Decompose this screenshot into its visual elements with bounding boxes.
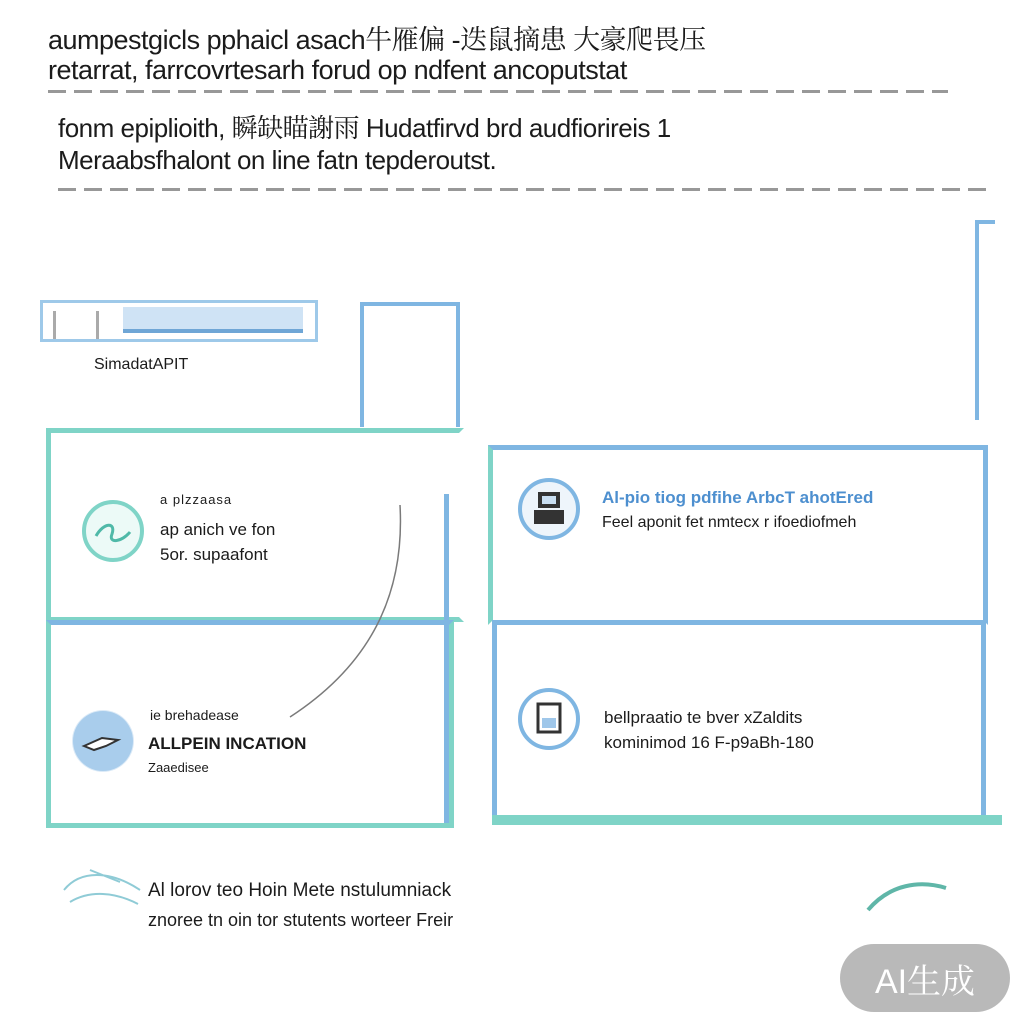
footer-line-1: Al lorov teo Hoin Mete nstulumniack — [148, 880, 452, 901]
bird-icon — [72, 710, 134, 772]
ai-generated-badge: AI生成 — [840, 944, 1010, 1012]
header-line-4: Meraabsfhalont on line fatn tepderoutst. — [58, 145, 497, 175]
card-4-line-1: bellpraatio te bver xZaldits — [604, 708, 803, 727]
card-4-line-2: kominimod 16 F-p9aBh-180 — [604, 733, 814, 752]
card-3-line-3: Zaaedisee — [148, 760, 209, 775]
device-icon — [518, 478, 580, 540]
signature-icon — [82, 500, 144, 562]
connector-line — [280, 495, 410, 725]
card-1-line-1: a plzzaasa — [160, 492, 233, 507]
footer-line-2: znoree tn oin tor stutents worteer Freir — [148, 910, 454, 930]
card-3-line-1: ie brehadease — [150, 707, 239, 723]
card-1-line-3: 5or. supaafont — [160, 545, 268, 564]
panel-caption: SimadatAPIT — [94, 356, 189, 373]
card-2-line-2: Feel aponit fet nmtecx r ifoediofmeh — [602, 514, 857, 531]
header-line-3: fonm epiplioith, 瞬缺瞄謝雨 Hudatfirvd brd audfiorireis 1 — [58, 113, 671, 143]
card-1-line-2: ap anich ve fon — [160, 520, 276, 539]
panel-illustration — [40, 300, 318, 342]
header-divider — [48, 90, 948, 93]
curve-arrow-icon — [860, 870, 950, 920]
door-frame — [360, 302, 460, 427]
section-divider — [58, 188, 988, 191]
document-icon — [518, 688, 580, 750]
card-3-line-2: ALLPEIN INCATION — [148, 734, 307, 753]
hand-icon — [60, 850, 150, 930]
card-4-base — [492, 815, 1002, 825]
edge-frame — [975, 220, 995, 420]
header-line-1: aumpestgicls pphaicl asach牛雁偏 -迭鼠摘患 大豪爬畏压 — [48, 25, 706, 55]
header-line-2: retarrat, farrcovrtesarh forud op ndfent ancoputstat — [48, 55, 627, 85]
card-2-line-1: Al-pio tiog pdfihe ArbcT ahotEred — [602, 488, 874, 507]
